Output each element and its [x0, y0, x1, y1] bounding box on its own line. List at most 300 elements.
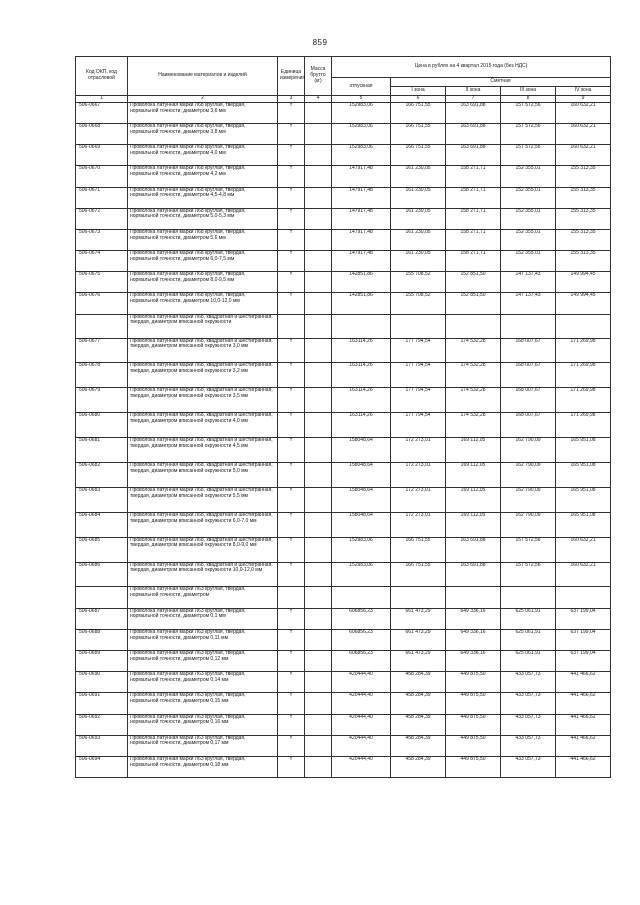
column-number: 2: [128, 96, 278, 103]
cell-code: 506-0673: [76, 229, 128, 250]
cell-release-price: 163114,26: [332, 363, 391, 388]
cell-zone-2-price: 158 271,71: [446, 251, 501, 272]
cell-zone-1-price: 177 794,54: [391, 338, 446, 363]
cell-name: Проволока латунная марки Л68, квадратная и шестигранная, твердая, диаметром вписанной окружности 5,5 мм: [128, 487, 278, 512]
header-name: Наименование материалов и изделий: [128, 57, 278, 96]
cell-release-price: 158048,64: [332, 512, 391, 537]
cell-release-price: 147917,48: [332, 208, 391, 229]
cell-zone-3-price: 433 057,73: [501, 714, 556, 735]
header-zone-4: IV зона: [556, 87, 611, 96]
cell-mass: [305, 756, 332, 777]
cell-zone-1-price: 661 473,29: [391, 650, 446, 671]
table-row: [76, 629, 611, 650]
cell-mass: [305, 672, 332, 693]
cell-unit: т: [278, 166, 305, 187]
cell-zone-2-price: 163 691,88: [446, 562, 501, 587]
cell-unit: т: [278, 629, 305, 650]
cell-name: Проволока латунная марки Л68, квадратная и шестигранная, твердая, диаметром вписанной окружности 3,2 мм: [128, 363, 278, 388]
cell-unit: т: [278, 338, 305, 363]
group-heading-row: [76, 314, 611, 338]
cell-zone-1-price: [391, 587, 446, 608]
cell-zone-3-price: 147 137,43: [501, 272, 556, 293]
table-row: [76, 714, 611, 735]
cell-mass: [305, 629, 332, 650]
cell-code: 506-0674: [76, 251, 128, 272]
cell-zone-1-price: 661 473,29: [391, 608, 446, 629]
cell-zone-2-price: 152 851,50: [446, 293, 501, 314]
cell-unit: [278, 314, 305, 338]
cell-zone-2-price: [446, 314, 501, 338]
cell-zone-1-price: 458 284,39: [391, 672, 446, 693]
cell-zone-4-price: 149 994,45: [556, 293, 611, 314]
cell-release-price: [332, 314, 391, 338]
column-number: 4: [305, 96, 332, 103]
cell-name: Проволока латунная марки Л63 круглая, твердая, нормальной точности, диаметром 0,11 мм: [128, 629, 278, 650]
column-number: 6: [391, 96, 446, 103]
cell-release-price: 420444,40: [332, 672, 391, 693]
cell-zone-4-price: 155 313,35: [556, 166, 611, 187]
cell-zone-4-price: 155 313,35: [556, 187, 611, 208]
cell-zone-2-price: 174 532,28: [446, 338, 501, 363]
cell-zone-4-price: [556, 314, 611, 338]
cell-release-price: 152983,06: [332, 123, 391, 144]
cell-code: 506-0684: [76, 512, 128, 537]
cell-zone-4-price: 155 313,35: [556, 251, 611, 272]
cell-name: Проволока латунная марки Л68, квадратная и шестигранная, твердая, диаметром вписанной окружности 3,0 мм: [128, 338, 278, 363]
cell-zone-1-price: 458 284,39: [391, 756, 446, 777]
cell-zone-1-price: 458 284,39: [391, 714, 446, 735]
table-row: [76, 272, 611, 293]
cell-mass: [305, 208, 332, 229]
cell-unit: т: [278, 272, 305, 293]
table-row: [76, 512, 611, 537]
cell-mass: [305, 314, 332, 338]
cell-code: 506-0689: [76, 650, 128, 671]
column-number: 7: [446, 96, 501, 103]
cell-release-price: 147917,48: [332, 187, 391, 208]
cell-unit: т: [278, 388, 305, 413]
cell-name: Проволока латунная марки Л68, квадратная и шестигранная, твердая, диаметром вписанной окружности 6,0-7,0 мм: [128, 512, 278, 537]
cell-mass: [305, 293, 332, 314]
cell-zone-1-price: 166 751,55: [391, 562, 446, 587]
table-row: [76, 187, 611, 208]
cell-code: 506-0685: [76, 537, 128, 562]
cell-mass: [305, 562, 332, 587]
cell-mass: [305, 388, 332, 413]
cell-name: Проволока латунная марки Л68 круглая, твердая, нормальной точности, диаметром 4,5-4,8 мм: [128, 187, 278, 208]
column-number: 3: [278, 96, 305, 103]
table-row: [76, 608, 611, 629]
cell-zone-2-price: 449 875,50: [446, 714, 501, 735]
table-row: [76, 123, 611, 144]
header-code: Код ОКП, код отраслевой: [76, 57, 128, 96]
cell-zone-2-price: 158 271,71: [446, 208, 501, 229]
table-row: [76, 293, 611, 314]
cell-mass: [305, 512, 332, 537]
cell-mass: [305, 438, 332, 463]
table-row: [76, 562, 611, 587]
cell-code: 506-0667: [76, 102, 128, 123]
cell-zone-2-price: 649 336,16: [446, 629, 501, 650]
table-row: [76, 756, 611, 777]
cell-zone-3-price: 162 790,09: [501, 462, 556, 487]
cell-mass: [305, 650, 332, 671]
cell-zone-4-price: 171 269,98: [556, 388, 611, 413]
cell-zone-4-price: [556, 587, 611, 608]
cell-release-price: 606856,23: [332, 650, 391, 671]
table-row: [76, 672, 611, 693]
cell-zone-1-price: 661 473,29: [391, 629, 446, 650]
cell-zone-1-price: 172 273,01: [391, 487, 446, 512]
cell-zone-1-price: 161 230,05: [391, 166, 446, 187]
cell-zone-3-price: [501, 587, 556, 608]
cell-mass: [305, 363, 332, 388]
cell-zone-3-price: [501, 314, 556, 338]
cell-name: Проволока латунная марки Л68, квадратная и шестигранная, твердая, диаметром вписанной окружности 3,5 мм: [128, 388, 278, 413]
column-number: 9: [556, 96, 611, 103]
cell-zone-3-price: 625 061,91: [501, 608, 556, 629]
cell-zone-3-price: 152 355,01: [501, 166, 556, 187]
cell-zone-1-price: 166 751,55: [391, 145, 446, 166]
cell-zone-3-price: 157 572,56: [501, 102, 556, 123]
cell-zone-2-price: 158 271,71: [446, 166, 501, 187]
cell-name: Проволока латунная марки Л63 круглая, твердая, нормальной точности, диаметром 0,15 мм: [128, 693, 278, 714]
cell-zone-1-price: 166 751,55: [391, 102, 446, 123]
cell-unit: т: [278, 714, 305, 735]
cell-zone-1-price: 172 273,01: [391, 512, 446, 537]
cell-release-price: 163114,26: [332, 338, 391, 363]
cell-unit: т: [278, 537, 305, 562]
cell-zone-1-price: [391, 314, 446, 338]
cell-zone-2-price: 649 336,16: [446, 650, 501, 671]
cell-zone-1-price: 166 751,55: [391, 123, 446, 144]
cell-zone-2-price: 152 851,50: [446, 272, 501, 293]
cell-zone-1-price: 172 273,01: [391, 438, 446, 463]
table-row: [76, 363, 611, 388]
cell-zone-2-price: 449 875,50: [446, 672, 501, 693]
cell-zone-4-price: 637 199,04: [556, 650, 611, 671]
cell-mass: [305, 735, 332, 756]
cell-mass: [305, 272, 332, 293]
table-row: [76, 438, 611, 463]
cell-zone-2-price: 163 691,88: [446, 123, 501, 144]
cell-zone-2-price: 174 532,28: [446, 388, 501, 413]
cell-mass: [305, 587, 332, 608]
cell-code: 506-0692: [76, 714, 128, 735]
cell-name: Проволока латунная марки Л68 круглая, твердая, нормальной точности, диаметром 3,6 мм: [128, 102, 278, 123]
cell-name: Проволока латунная марки Л68, квадратная и шестигранная, твердая, диаметром вписанной окружности: [128, 314, 278, 338]
cell-mass: [305, 251, 332, 272]
header-zone-1: I зона: [391, 87, 446, 96]
cell-unit: т: [278, 145, 305, 166]
cell-unit: т: [278, 187, 305, 208]
cell-mass: [305, 166, 332, 187]
cell-zone-2-price: 169 112,05: [446, 462, 501, 487]
cell-code: 506-0687: [76, 608, 128, 629]
cell-name: Проволока латунная марки Л68, квадратная и шестигранная, твердая, диаметром вписанной окружности 10,0-12,0 мм: [128, 562, 278, 587]
cell-zone-4-price: 160 632,21: [556, 102, 611, 123]
cell-code: 506-0675: [76, 272, 128, 293]
cell-release-price: 606856,23: [332, 629, 391, 650]
cell-mass: [305, 187, 332, 208]
cell-zone-4-price: 155 313,35: [556, 208, 611, 229]
cell-zone-1-price: 161 230,05: [391, 187, 446, 208]
cell-name: Проволока латунная марки Л63 круглая, твердая, нормальной точности, диаметром 0,1 мм: [128, 608, 278, 629]
cell-zone-4-price: 160 632,21: [556, 123, 611, 144]
cell-unit: т: [278, 693, 305, 714]
cell-zone-1-price: 161 230,05: [391, 229, 446, 250]
cell-zone-4-price: 441 466,62: [556, 735, 611, 756]
cell-zone-2-price: 163 691,88: [446, 145, 501, 166]
cell-zone-2-price: 169 112,05: [446, 487, 501, 512]
cell-code: 506-0672: [76, 208, 128, 229]
cell-name: Проволока латунная марки Л68, квадратная и шестигранная, твердая, диаметром вписанной окружности 4,5 мм: [128, 438, 278, 463]
cell-unit: т: [278, 487, 305, 512]
cell-zone-3-price: 147 137,43: [501, 293, 556, 314]
cell-zone-2-price: 174 532,28: [446, 413, 501, 438]
cell-code: 506-0668: [76, 123, 128, 144]
cell-name: Проволока латунная марки Л63 круглая, твердая, нормальной точности, диаметром 0,12 мм: [128, 650, 278, 671]
cell-zone-1-price: 155 708,52: [391, 293, 446, 314]
cell-name: Проволока латунная марки Л63 круглая, твердая, нормальной точности, диаметром 0,16 мм: [128, 714, 278, 735]
cell-name: Проволока латунная марки Л68, квадратная и шестигранная, твердая, диаметром вписанной окружности 4,0 мм: [128, 413, 278, 438]
header-estimate: Сметная: [391, 78, 611, 87]
cell-zone-4-price: 160 632,21: [556, 562, 611, 587]
cell-zone-3-price: 157 572,56: [501, 537, 556, 562]
cell-release-price: 158048,64: [332, 438, 391, 463]
cell-mass: [305, 338, 332, 363]
table-row: [76, 166, 611, 187]
cell-zone-3-price: 168 007,67: [501, 363, 556, 388]
cell-release-price: 420444,40: [332, 735, 391, 756]
cell-zone-3-price: 168 007,67: [501, 338, 556, 363]
cell-zone-4-price: 160 632,21: [556, 537, 611, 562]
cell-zone-4-price: 160 632,21: [556, 145, 611, 166]
cell-zone-2-price: 174 532,28: [446, 363, 501, 388]
cell-zone-4-price: 149 994,45: [556, 272, 611, 293]
cell-release-price: 420444,40: [332, 714, 391, 735]
cell-unit: т: [278, 413, 305, 438]
price-table: [75, 56, 611, 778]
cell-zone-4-price: 171 269,98: [556, 338, 611, 363]
table-row: [76, 537, 611, 562]
cell-zone-3-price: 152 355,01: [501, 187, 556, 208]
cell-release-price: 420444,40: [332, 756, 391, 777]
header-price-group: Цена в рублях на 4 квартал 2015 года (без НДС): [332, 57, 611, 78]
cell-name: Проволока латунная марки Л63 круглая, твердая, нормальной точности, диаметром 0,14 мм: [128, 672, 278, 693]
cell-zone-2-price: 163 691,88: [446, 537, 501, 562]
cell-zone-1-price: 177 794,54: [391, 388, 446, 413]
cell-name: Проволока латунная марки Л68 круглая, твердая, нормальной точности, диаметром 5,6 мм: [128, 229, 278, 250]
cell-zone-4-price: 441 466,62: [556, 756, 611, 777]
cell-zone-2-price: 158 271,71: [446, 229, 501, 250]
cell-zone-1-price: 177 794,54: [391, 413, 446, 438]
table-row: [76, 145, 611, 166]
cell-release-price: 147917,48: [332, 166, 391, 187]
cell-mass: [305, 537, 332, 562]
header-unit: Единица измерения: [278, 57, 305, 96]
cell-release-price: 152983,06: [332, 537, 391, 562]
cell-zone-3-price: 433 057,73: [501, 693, 556, 714]
cell-release-price: 163114,26: [332, 413, 391, 438]
cell-zone-4-price: 155 313,35: [556, 229, 611, 250]
group-heading-row: [76, 587, 611, 608]
table-row: [76, 487, 611, 512]
cell-code: 506-0670: [76, 166, 128, 187]
cell-unit: т: [278, 608, 305, 629]
table-row: [76, 251, 611, 272]
cell-mass: [305, 123, 332, 144]
cell-zone-1-price: 166 751,55: [391, 537, 446, 562]
table-row: [76, 229, 611, 250]
cell-zone-4-price: 171 269,98: [556, 363, 611, 388]
cell-unit: т: [278, 293, 305, 314]
cell-zone-4-price: 637 199,04: [556, 629, 611, 650]
cell-unit: т: [278, 650, 305, 671]
cell-unit: т: [278, 756, 305, 777]
cell-zone-4-price: 165 951,08: [556, 487, 611, 512]
cell-zone-1-price: 161 230,05: [391, 208, 446, 229]
cell-unit: т: [278, 123, 305, 144]
cell-zone-2-price: 163 691,88: [446, 102, 501, 123]
cell-zone-3-price: 433 057,73: [501, 756, 556, 777]
cell-name: Проволока латунная марки Л68, квадратная и шестигранная, твердая, диаметром вписанной окружности 8,0-9,0 мм: [128, 537, 278, 562]
cell-unit: т: [278, 735, 305, 756]
cell-release-price: 142851,86: [332, 293, 391, 314]
cell-zone-1-price: 172 273,01: [391, 462, 446, 487]
header-zone-3: III зона: [501, 87, 556, 96]
cell-zone-3-price: 157 572,56: [501, 145, 556, 166]
cell-name: Проволока латунная марки Л68 круглая, твердая, нормальной точности, диаметром 10,0-12,0 мм: [128, 293, 278, 314]
cell-mass: [305, 462, 332, 487]
cell-release-price: 147917,48: [332, 251, 391, 272]
table-row: [76, 338, 611, 363]
cell-zone-2-price: 449 875,50: [446, 693, 501, 714]
table-row: [76, 462, 611, 487]
table-row: [76, 693, 611, 714]
cell-name: Проволока латунная марки Л68 круглая, твердая, нормальной точности, диаметром 8,0-9,5 мм: [128, 272, 278, 293]
column-number: 5: [332, 96, 391, 103]
cell-mass: [305, 714, 332, 735]
cell-code: [76, 314, 128, 338]
table-row: [76, 388, 611, 413]
cell-zone-4-price: 171 269,98: [556, 413, 611, 438]
cell-release-price: 152983,06: [332, 145, 391, 166]
cell-zone-1-price: 155 708,52: [391, 272, 446, 293]
cell-release-price: 420444,40: [332, 693, 391, 714]
cell-unit: т: [278, 462, 305, 487]
cell-zone-4-price: 165 951,08: [556, 512, 611, 537]
cell-zone-4-price: 165 951,08: [556, 462, 611, 487]
cell-release-price: 163114,26: [332, 388, 391, 413]
cell-zone-2-price: 169 112,05: [446, 438, 501, 463]
cell-zone-4-price: 441 466,62: [556, 714, 611, 735]
cell-zone-3-price: 162 790,09: [501, 438, 556, 463]
cell-zone-3-price: 157 572,56: [501, 562, 556, 587]
cell-code: 506-0683: [76, 487, 128, 512]
table-body: [76, 102, 611, 777]
column-number: 8: [501, 96, 556, 103]
cell-code: 506-0679: [76, 388, 128, 413]
cell-code: 506-0681: [76, 438, 128, 463]
cell-release-price: 142851,86: [332, 272, 391, 293]
cell-name: Проволока латунная марки Л68 круглая, твердая, нормальной точности, диаметром 3,8 мм: [128, 123, 278, 144]
cell-zone-3-price: 433 057,73: [501, 672, 556, 693]
cell-code: [76, 587, 128, 608]
cell-zone-4-price: 441 466,62: [556, 693, 611, 714]
cell-release-price: 158048,64: [332, 462, 391, 487]
cell-code: 506-0688: [76, 629, 128, 650]
cell-mass: [305, 145, 332, 166]
cell-zone-2-price: 449 875,50: [446, 756, 501, 777]
cell-zone-3-price: 152 355,01: [501, 229, 556, 250]
cell-unit: [278, 587, 305, 608]
cell-unit: т: [278, 208, 305, 229]
header-mass: Масса брутто (кг): [305, 57, 332, 96]
cell-unit: т: [278, 562, 305, 587]
cell-release-price: 152983,06: [332, 102, 391, 123]
cell-release-price: 158048,64: [332, 487, 391, 512]
cell-release-price: 147917,48: [332, 229, 391, 250]
cell-zone-1-price: 161 230,05: [391, 251, 446, 272]
cell-zone-2-price: 449 875,50: [446, 735, 501, 756]
cell-zone-2-price: 169 112,05: [446, 512, 501, 537]
cell-release-price: [332, 587, 391, 608]
cell-unit: т: [278, 363, 305, 388]
cell-code: 506-0669: [76, 145, 128, 166]
cell-code: 506-0690: [76, 672, 128, 693]
cell-mass: [305, 102, 332, 123]
cell-zone-3-price: 625 061,91: [501, 629, 556, 650]
cell-zone-3-price: 168 007,67: [501, 413, 556, 438]
cell-unit: т: [278, 251, 305, 272]
cell-name: Проволока латунная марки Л68 круглая, твердая, нормальной точности, диаметром 4,2 мм: [128, 166, 278, 187]
header-release: отпускная: [332, 78, 391, 96]
cell-zone-2-price: 158 271,71: [446, 187, 501, 208]
cell-code: 506-0682: [76, 462, 128, 487]
cell-mass: [305, 693, 332, 714]
cell-name: Проволока латунная марки Л63 круглая, твердая, нормальной точности, диаметром 0,17 мм: [128, 735, 278, 756]
cell-mass: [305, 487, 332, 512]
cell-zone-4-price: 637 199,04: [556, 608, 611, 629]
cell-zone-3-price: 152 355,01: [501, 251, 556, 272]
cell-unit: т: [278, 512, 305, 537]
cell-zone-3-price: 625 061,91: [501, 650, 556, 671]
cell-name: Проволока латунная марки Л68 круглая, твердая, нормальной точности, диаметром 6,0-7,5 мм: [128, 251, 278, 272]
cell-release-price: 152983,06: [332, 562, 391, 587]
cell-unit: т: [278, 102, 305, 123]
cell-zone-3-price: 162 790,09: [501, 512, 556, 537]
table-row: [76, 650, 611, 671]
cell-zone-3-price: 152 355,01: [501, 208, 556, 229]
cell-name: Проволока латунная марки Л68 круглая, твердая, нормальной точности, диаметром 4,0 мм: [128, 145, 278, 166]
table-row: [76, 208, 611, 229]
column-number: 1: [76, 96, 128, 103]
cell-code: 506-0671: [76, 187, 128, 208]
cell-zone-3-price: 162 790,09: [501, 487, 556, 512]
table-row: [76, 735, 611, 756]
cell-code: 506-0693: [76, 735, 128, 756]
cell-zone-2-price: [446, 587, 501, 608]
cell-zone-2-price: 649 336,16: [446, 608, 501, 629]
cell-zone-1-price: 458 284,39: [391, 735, 446, 756]
cell-name: Проволока латунная марки Л63 круглая, твердая, нормальной точности, диаметром 0,18 мм: [128, 756, 278, 777]
cell-code: 506-0676: [76, 293, 128, 314]
cell-zone-3-price: 168 007,67: [501, 388, 556, 413]
cell-mass: [305, 608, 332, 629]
cell-zone-3-price: 433 057,73: [501, 735, 556, 756]
cell-mass: [305, 413, 332, 438]
